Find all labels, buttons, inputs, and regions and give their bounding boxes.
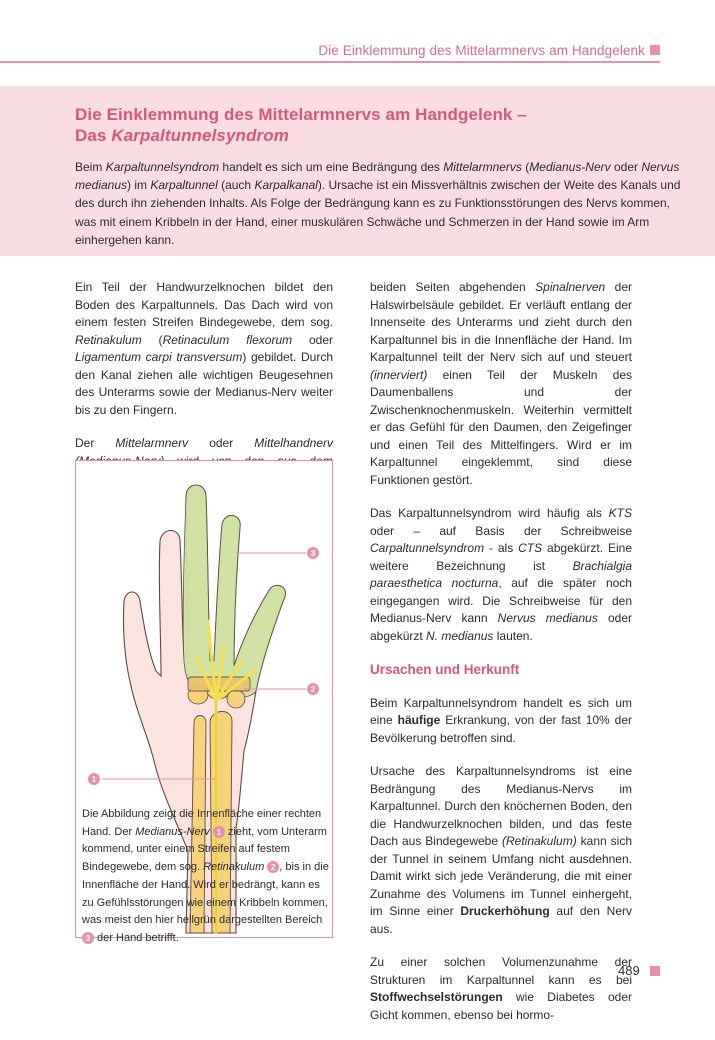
italic-text: Karpaltunnelsyndrom	[105, 160, 220, 174]
right-column	[370, 279, 632, 1040]
text-run: kann sich der Tunnel in seinem Umfang nicht ausdehnen. Damit wirkt sich jede Veränderung, die mit einer Zunahme des Volumens im Tunnel einhergeht, im Sinne einer	[370, 834, 633, 918]
bold-text: Stoffwechselstörungen	[370, 990, 503, 1004]
italic-text: (Retinakulum)	[502, 834, 577, 848]
right-paragraph-5	[370, 954, 632, 1024]
text-run: lauten.	[493, 628, 533, 643]
italic-text: Medianus-Nerv	[529, 160, 611, 174]
text-run: (auch	[217, 178, 255, 193]
text-run: ). Ursache ist ein Missverhältnis zwischen der Weite des Kanals und des durch ihn ziehenden Inhalts. Als Folge der Bedrängung kann es zu Funktionsstörungen des Nervs kommen, was mit einem Kribbeln in der Hand, einer muskulären Schwäche und Schmerzen in der Hand sowie im Arm einhergehen kann.	[75, 178, 681, 247]
callout-marker-3: 3	[307, 547, 319, 559]
text-run: oder	[610, 160, 642, 174]
italic-text: Karpaltunnel	[150, 178, 218, 193]
text-run: Ursache des Karpaltunnelsyndroms ist eine Bedrängung des Medianus-Nervs im Karpaltunnel. Durch den knöchernen Boden, den die Handwurzelknochen bilden, und das feste Dach aus Bindegewebe	[370, 764, 632, 848]
text-run: der Hand betrifft.	[94, 931, 179, 944]
chapter-title-line-2	[75, 125, 675, 146]
right-paragraph-4	[370, 763, 632, 938]
text-run: Beim Karpaltunnelsyndrom handelt es sich um eine	[370, 695, 632, 727]
intro-paragraph	[75, 158, 685, 249]
italic-text: (innerviert)	[370, 367, 428, 382]
italic-text: CTS	[518, 541, 543, 555]
inline-callout-marker-1: 1	[213, 826, 225, 838]
running-head	[0, 40, 715, 62]
text-run: einen Teil der Muskeln des Daumenballens und der Zwischenknochenmuskeln. Weiterhin vermittelt er das Gefühl für den Daumen, den Zeigefinger und einen Teil des Mittelfingers. Wird er im Karpaltunnel eingeklemmt, sind diese Funktionen gestört.	[370, 367, 632, 487]
text-run: oder	[188, 436, 255, 450]
text-run: handelt es sich um eine Bedrängung des	[219, 160, 444, 174]
right-paragraph-3	[370, 695, 632, 748]
running-head-title: Die Einklemmung des Mittelarmnervs am Handgelenk	[318, 43, 645, 58]
chapter-title	[75, 104, 675, 146]
italic-text: Retinakulum	[75, 332, 142, 347]
text-run: Ein Teil der Handwurzelknochen bildet den Boden des Karpaltunnels. Das Dach wird von einem festen Streifen Bindegewebe, dem sog.	[75, 280, 333, 329]
chapter-title-line-1: Die Einklemmung des Mittelarmnervs am Handgelenk –	[75, 105, 527, 124]
bold-text: häufige	[397, 713, 441, 727]
figure-caption	[82, 806, 330, 948]
text-run: wie Diabetes oder Gicht kommen, ebenso bei hormo-	[370, 990, 632, 1022]
section-heading: Ursachen und Herkunft	[370, 662, 520, 677]
text-run: (	[141, 332, 163, 347]
median-area-green	[183, 485, 285, 698]
text-run: Zu einer solchen Volumenzunahme der Strukturen im Karpaltunnel kann es bei	[370, 955, 632, 987]
page-square-icon	[650, 966, 660, 976]
chapter-title-prefix: Das	[75, 126, 112, 145]
bold-text: Druckerhöhung	[460, 904, 550, 918]
inline-callout-marker-3: 3	[82, 932, 94, 944]
right-paragraph-1	[370, 279, 632, 489]
italic-text: Mittelarmnervs	[443, 160, 522, 174]
inline-callout-marker-2: 2	[267, 861, 279, 873]
italic-text: Mittelhandnerv	[254, 436, 334, 450]
callout-marker-1: 1	[88, 773, 100, 785]
italic-text: Ligamentum carpi transversum	[75, 350, 243, 364]
italic-text: Mittelarmnerv	[115, 436, 189, 450]
text-run: - als	[484, 541, 519, 555]
text-run: oder	[292, 332, 333, 347]
italic-text: Retinaculum flexorum	[162, 332, 293, 347]
carpal-bone-c	[227, 690, 245, 708]
text-run: ) gebildet. Durch den Kanal ziehen alle wichtigen Beugesehnen des Unterarms sowie der Medianus-Nerv weiter bis zu den Fingern.	[75, 350, 333, 417]
text-run: auf den Nerv aus.	[370, 904, 632, 936]
italic-text: KTS	[608, 506, 632, 520]
text-run: abgekürzt. Eine weitere Bezeichnung ist	[370, 541, 633, 573]
text-run: Die Abbildung zeigt die Innenfläche einer rechten Hand. Der	[82, 808, 322, 838]
italic-text: Carpaltunnelsyndrom	[370, 541, 485, 555]
text-run: oder – auf Basis der Schreibweise	[370, 523, 632, 538]
text-run: beiden Seiten abgehenden	[370, 280, 536, 294]
text-run: , bis in die Innenfläche der Hand. Wird er bedrängt, kann es zu Gefühlsstörungen wie einem Kribbeln kommen, was meist den hier hellgrün dargestellten Bereich	[82, 861, 329, 927]
chapter-title-italic: Karpaltunnelsyndrom	[111, 126, 289, 145]
italic-text: Medianus-Nerv	[135, 825, 210, 838]
text-run: Beim	[75, 160, 106, 174]
italic-text: Retinakulum	[203, 861, 265, 874]
left-paragraph-1	[75, 279, 333, 419]
text-run: Der	[75, 436, 116, 450]
text-run: , auf die später noch eingegangen wird. Die Schreibweise für den Medianus-Nerv kann	[370, 576, 632, 625]
text-run: (	[521, 160, 530, 174]
running-head-rule	[0, 61, 660, 63]
text-run: oder abgekürzt	[370, 611, 632, 643]
italic-text: Spinalnerven	[535, 280, 606, 294]
italic-text: Nervus medianus	[497, 611, 598, 625]
text-run: Das Karpaltunnelsyndrom wird häufig als	[370, 506, 609, 520]
italic-text: Karpalkanal	[254, 178, 318, 193]
callout-marker-2: 2	[307, 683, 319, 695]
right-paragraph-2	[370, 505, 632, 645]
page-number: 489	[618, 963, 640, 978]
italic-text: Brachialgia paraesthetica nocturna	[370, 558, 632, 590]
text-run: zieht, vom Unterarm kommend, unter einem Streifen auf festem Bindegewebe, dem sog.	[82, 825, 327, 874]
italic-text: N. medianus	[426, 628, 494, 643]
italic-text: Nervus medianus	[75, 160, 680, 193]
text-run: Erkrankung, von der fast 10% der Bevölkerung betroffen sind.	[370, 713, 632, 745]
running-head-square-icon	[650, 45, 660, 55]
text-run: der Halswirbelsäule gebildet. Er verläuft entlang der Innenseite des Unterarms und zieht durch den Karpaltunnel bis in die Innenfläche der Hand. Im Karpaltunnel teilt der Nerv sich auf und steuert	[370, 280, 632, 364]
text-run: ) im	[127, 178, 151, 193]
